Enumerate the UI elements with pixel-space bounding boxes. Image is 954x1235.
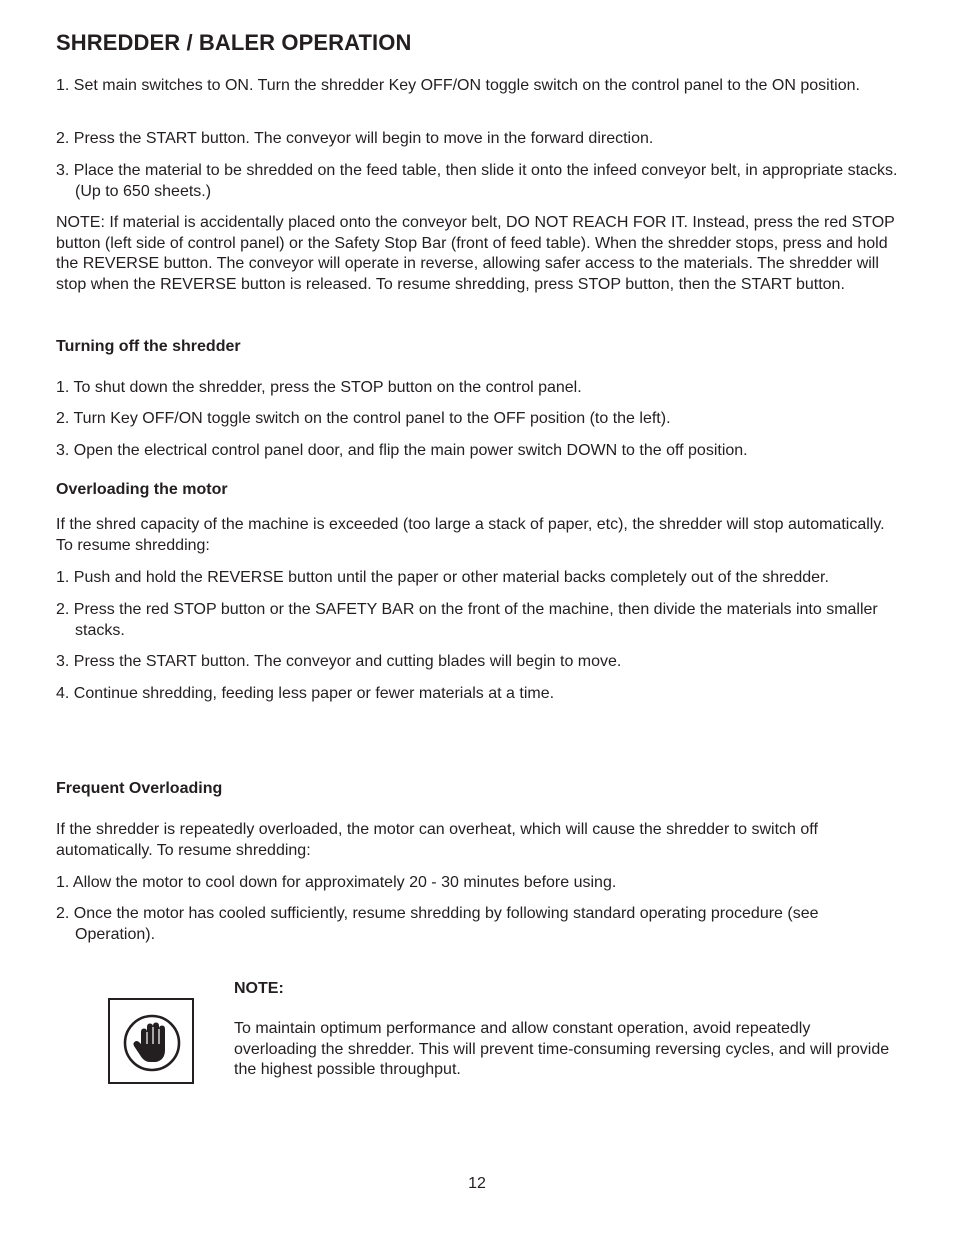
turning-off-step-2: 2. Turn Key OFF/ON toggle switch on the control panel to the OFF position (to the left). <box>56 410 671 427</box>
note-body: To maintain optimum performance and allow constant operation, avoid repeatedly overloading the shredder. This will prevent time-consuming reversing cycles, and will provide the highest possible throughput. <box>234 1020 890 1078</box>
overloading-intro: If the shred capacity of the machine is exceeded (too large a stack of paper, etc), the shredder will stop automatically. To resume shredding: <box>56 516 885 554</box>
operation-step-2: 2. Press the START button. The conveyor will begin to move in the forward direction. <box>56 130 654 147</box>
overloading-step-4: 4. Continue shredding, feeding less paper or fewer materials at a time. <box>56 685 555 702</box>
frequent-step-2: 2. Once the motor has cooled sufficiently, resume shredding by following standard operating procedure (see Operation). <box>56 905 819 943</box>
frequent-intro: If the shredder is repeatedly overloaded, the motor can overheat, which will cause the shredder to switch off automatically. To resume shredding: <box>56 821 818 859</box>
operation-step-3: 3. Place the material to be shredded on the feed table, then slide it onto the infeed conveyor belt, in appropriate stacks. (Up to 650 sheets.) <box>56 162 898 200</box>
operation-step-1: 1. Set main switches to ON. Turn the shredder Key OFF/ON toggle switch on the control panel to the ON position. <box>56 77 860 94</box>
overloading-step-1: 1. Push and hold the REVERSE button until the paper or other material backs completely out of the shredder. <box>56 569 829 586</box>
note-title: NOTE: <box>234 980 284 997</box>
frequent-step-1: 1. Allow the motor to cool down for approximately 20 - 30 minutes before using. <box>56 874 617 891</box>
overloading-heading: Overloading the motor <box>56 481 228 498</box>
stop-hand-icon <box>108 998 194 1084</box>
operation-note: NOTE: If material is accidentally placed onto the conveyor belt, DO NOT REACH FOR IT. Instead, press the red STOP button (left side of control panel) or the Safety Stop Bar (front of feed table). When the shredder stops, press and hold the REVERSE button. The conveyor will operate in reverse, allowing safer access to the materials. The shredder will stop when the REVERSE button is released. To resume shredding, press STOP button, then the START button. <box>56 214 895 293</box>
page-title: SHREDDER / BALER OPERATION <box>56 30 412 55</box>
overloading-step-3: 3. Press the START button. The conveyor and cutting blades will begin to move. <box>56 653 622 670</box>
frequent-heading: Frequent Overloading <box>56 780 223 797</box>
hand-graphic <box>123 1014 181 1072</box>
turning-off-step-3: 3. Open the electrical control panel door, and flip the main power switch DOWN to the off position. <box>56 442 748 459</box>
turning-off-heading: Turning off the shredder <box>56 338 241 355</box>
page-number: 12 <box>468 1175 486 1192</box>
turning-off-step-1: 1. To shut down the shredder, press the STOP button on the control panel. <box>56 379 582 396</box>
overloading-step-2: 2. Press the red STOP button or the SAFETY BAR on the front of the machine, then divide the materials into smaller stacks. <box>56 601 878 639</box>
